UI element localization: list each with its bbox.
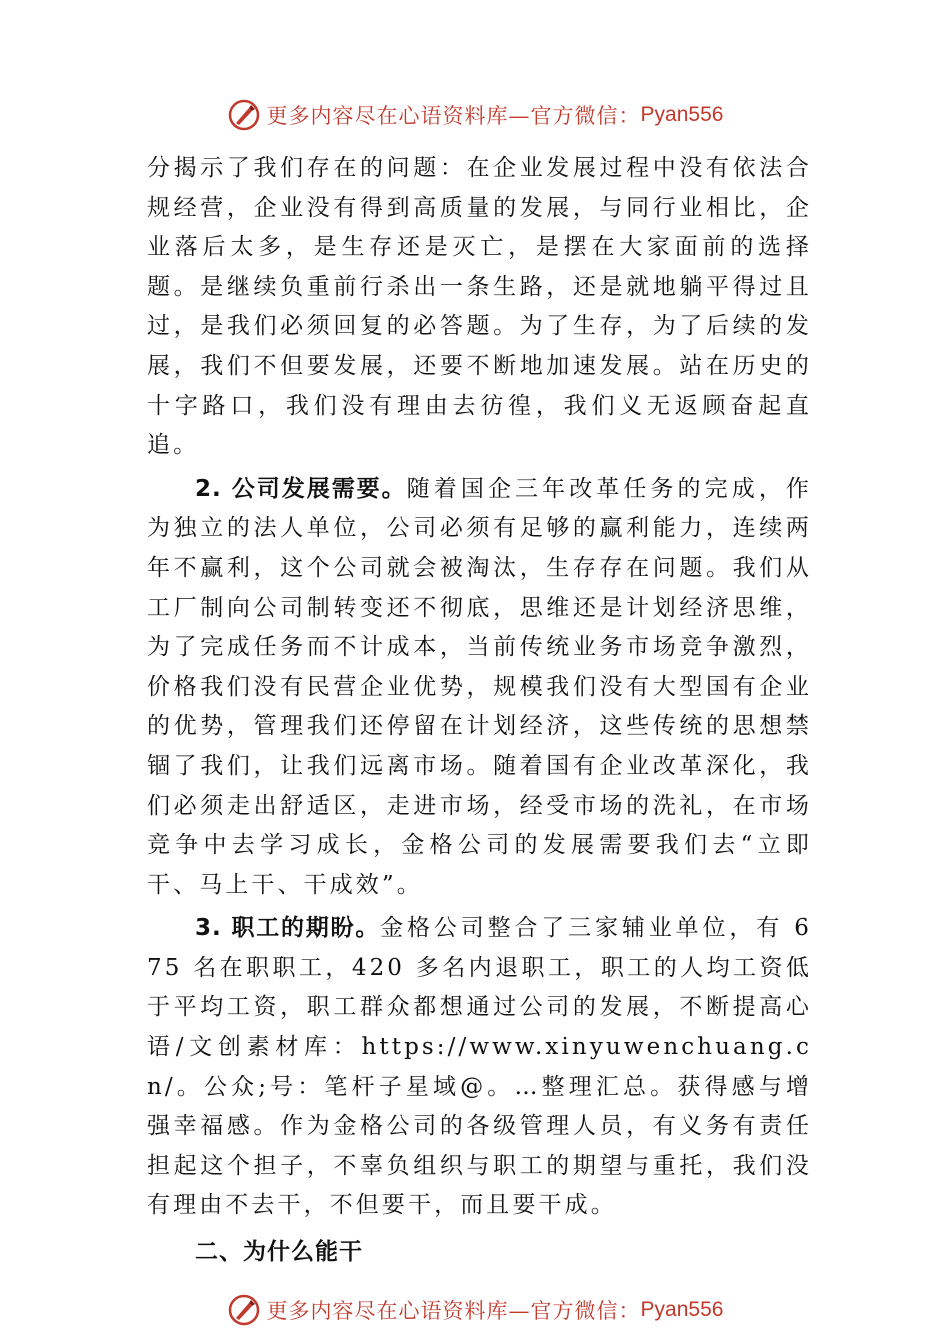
paragraph-3-text: 金格公司整合了三家辅业单位，有 675 名在职职工，420 多名内退职工，职工的人均工资低于平均工资，职工群众都想通过公司的发展，不断提高心语/文创素材库：https://www.xinyuwenchuang.cn/。公众;号：笔杆子星域@。…整理汇总。获得感与增强幸福感。作为金格公司的各级管理人员，有义务有责任担起这个担子，不辜负组织与职工的期望与重托，我们没有理由不去干，不但要干，而且要干成。	[147, 915, 812, 1219]
section-heading-2: 二、为什么能干	[195, 1239, 363, 1266]
header-banner	[0, 95, 950, 135]
pen-logo-icon	[227, 98, 261, 132]
paragraph-2-lead: 2. 公司发展需要。	[195, 475, 407, 502]
footer-banner-text: 更多内容尽在心语资料库—官方微信：	[266, 1299, 641, 1323]
pen-logo-icon	[227, 1293, 261, 1327]
header-banner-text: 更多内容尽在心语资料库—官方微信：	[266, 104, 641, 128]
paragraph-3-lead: 3. 职工的期盼。	[195, 915, 381, 942]
paragraph-1: 分揭示了我们存在的问题：在企业发展过程中没有依法合规经营，企业没有得到高质量的发展，与同行业相比，企业落后太多，是生存还是灭亡，是摆在大家面前的选择题。是继续负重前行杀出一条生路，还是就地躺平得过且过，是我们必须回复的必答题。为了生存，为了后续的发展，我们不但要发展，还要不断地加速发展。站在历史的十字路口，我们没有理由去彷徨，我们义无返顾奋起直追。	[147, 155, 812, 459]
paragraph-2	[147, 470, 812, 906]
document-body	[147, 149, 812, 1272]
footer-wechat-id: Pyan556	[640, 1298, 724, 1321]
paragraph-3	[147, 909, 812, 1226]
header-wechat-id: Pyan556	[640, 103, 724, 126]
paragraph-2-text: 随着国企三年改革任务的完成，作为独立的法人单位，公司必须有足够的赢利能力，连续两年不赢利，这个公司就会被淘汰，生存存在问题。我们从工厂制向公司制转变还不彻底，思维还是计划经济思维，为了完成任务而不计成本，当前传统业务市场竞争激烈，价格我们没有民营企业优势，规模我们没有大型国有企业的优势，管理我们还停留在计划经济，这些传统的思想禁锢了我们，让我们远离市场。随着国有企业改革深化，我们必须走出舒适区，走进市场，经受市场的洗礼，在市场竞争中去学习成长，金格公司的发展需要我们去“立即干、马上干、干成效”。	[147, 475, 813, 898]
footer-banner	[0, 1290, 950, 1330]
